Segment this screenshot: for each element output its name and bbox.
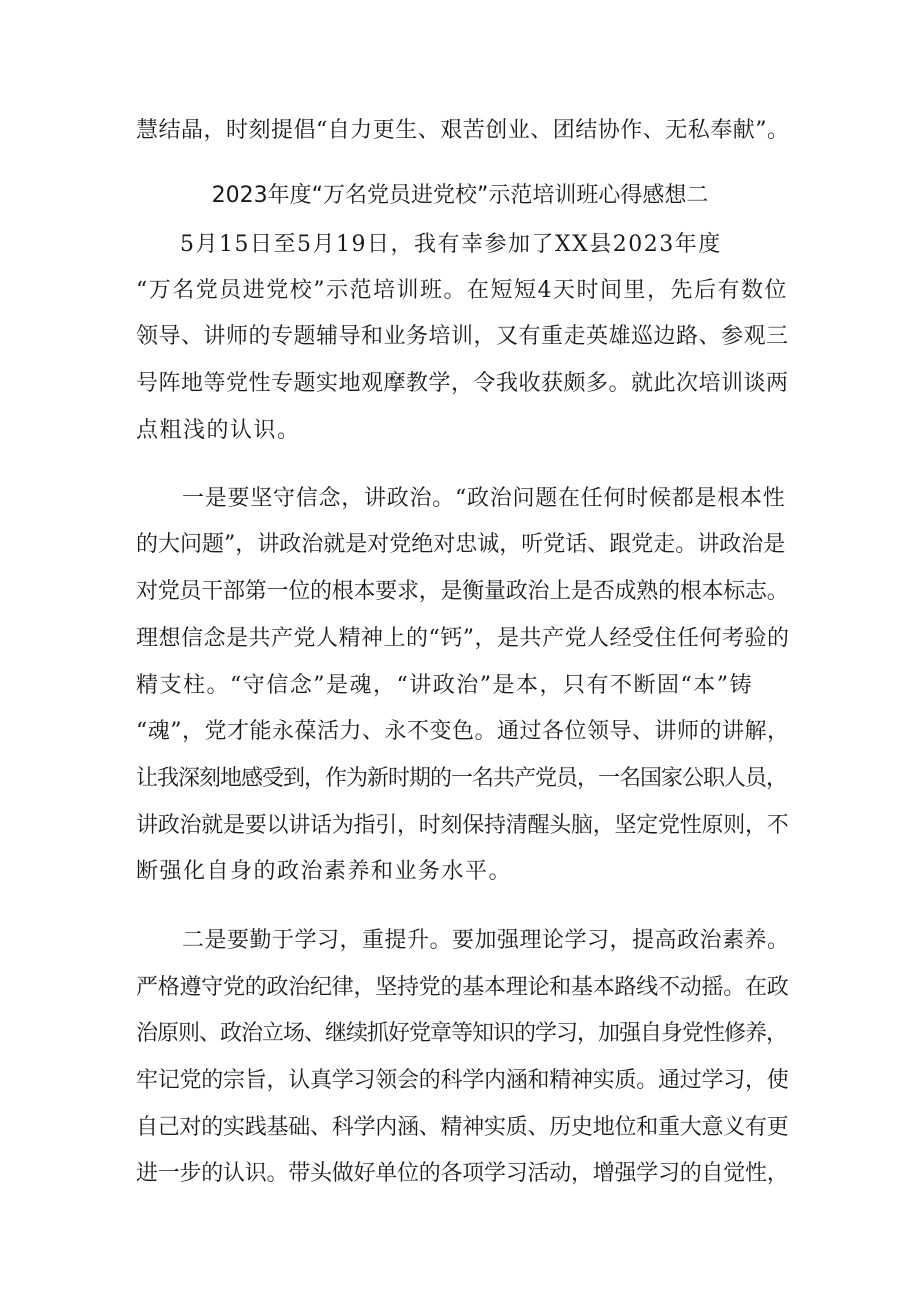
text-line-top: 慧结晶，时刻提倡“自力更生、艰苦创业、团结协作、无私奉献”。: [136, 118, 790, 143]
section1-line: 断强化自身的政治素养和业务水平。: [136, 859, 513, 884]
section1-line: 理想信念是共产党人精神上的“钙”，是共产党人经受住任何考验的: [136, 626, 790, 651]
section2-line: 二是要勤于学习，重提升。要加强理论学习，提高政治素养。: [182, 928, 790, 953]
section1-line: 精支柱。“守信念”是魂，“讲政治”是本，只有不断固“本”铸: [136, 673, 753, 698]
section1-line: 对党员干部第一位的根本要求，是衡量政治上是否成熟的根本标志。: [136, 579, 789, 604]
section2-line: 自己对的实践基础、科学内涵、精神实质、历史地位和重大意义有更: [136, 1115, 789, 1140]
section-title: 2023年度“万名党员进党校”示范培训班心得感想二: [211, 183, 709, 208]
section1-line: “魂”，党才能永葆活力、永不变色。通过各位领导、讲师的讲解，: [136, 719, 790, 744]
section1-line: 讲政治就是要以讲话为指引，时刻保持清醒头脑，坚定党性原则，不: [136, 813, 789, 838]
section2-line: 牢记党的宗旨，认真学习领会的科学内涵和精神实质。通过学习，使: [136, 1068, 789, 1093]
section2-line: 治原则、政治立场、继续抓好党章等知识的学习，加强自身党性修养，: [136, 1021, 788, 1046]
section2-line: 进一步的认识。带头做好单位的各项学习活动，增强学习的自觉性，: [136, 1161, 789, 1186]
section2-line: 严格遵守党的政治纪律，坚持党的基本理论和基本路线不动摇。在政: [136, 975, 789, 1000]
section1-line: 一是要坚守信念，讲政治。“政治问题在任何时候都是根本性: [182, 486, 786, 511]
intro-line: 领导、讲师的专题辅导和业务培训，又有重走英雄巡边路、参观三: [136, 324, 789, 349]
intro-line: “万名党员进党校”示范培训班。在短短4天时间里，先后有数位: [136, 278, 788, 303]
intro-line: 点粗浅的认识。: [136, 418, 301, 443]
intro-line: 5月15日至5月19日，我有幸参加了XX县2023年度: [180, 232, 722, 257]
intro-line: 号阵地等党性专题实地观摩教学，令我收获颇多。就此次培训谈两: [136, 371, 789, 396]
section1-line: 的大问题”，讲政治就是对党绝对忠诚，听党话、跟党走。讲政治是: [136, 532, 786, 557]
section1-line: 让我深刻地感受到，作为新时期的一名共产党员，一名国家公职人员，: [136, 766, 788, 791]
